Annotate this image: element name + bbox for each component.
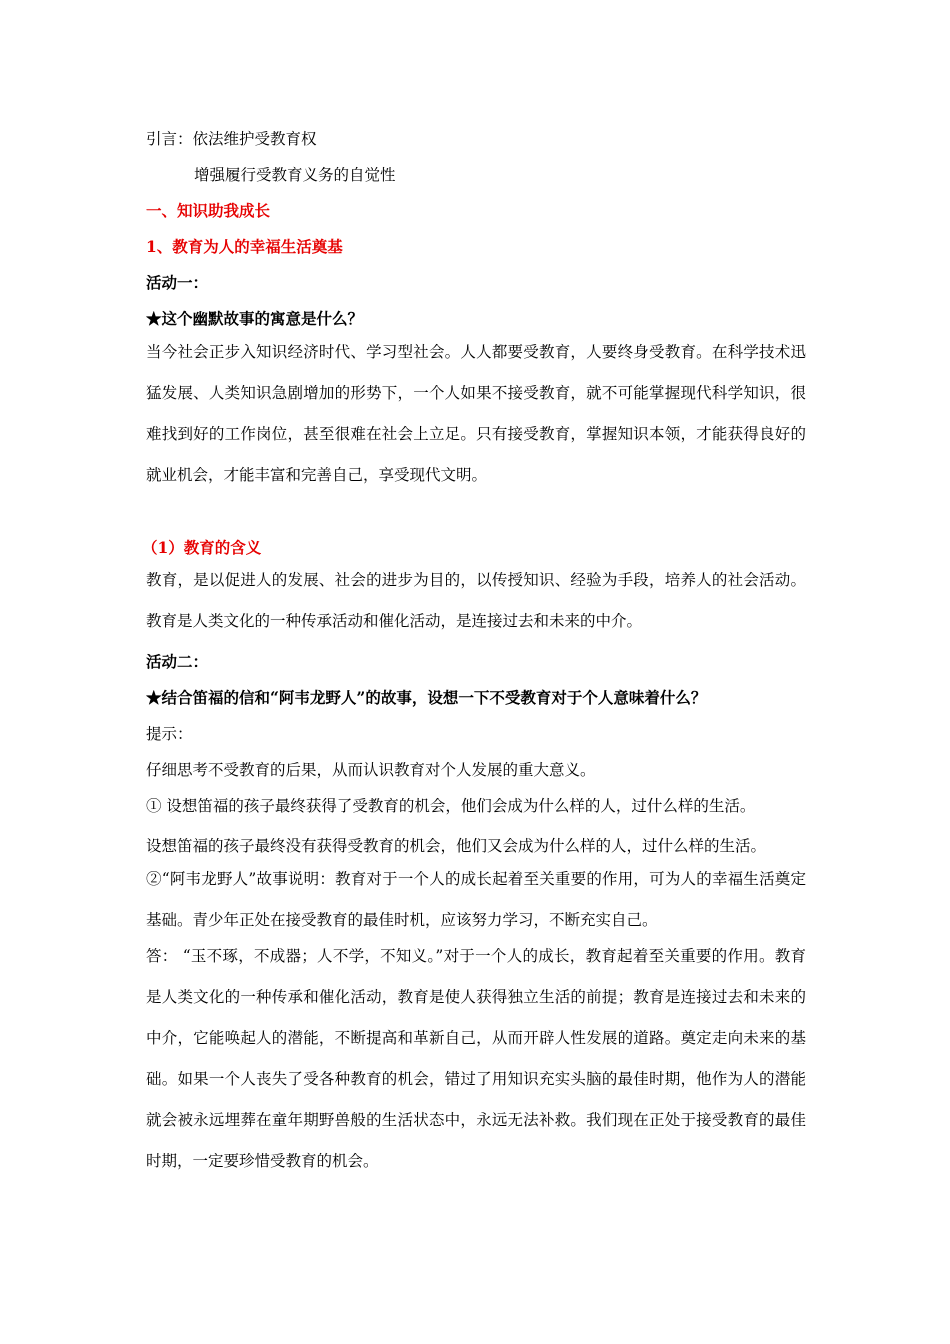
answer-paragraph: 答： “玉不琢，不成器；人不学，不知义。”对于一个人的成长，教育起着至关重要的作用。教育是人类文化的一种传承和催化活动，教育是使人获得独立生活的前提；教育是连接过去和未来的中介，它能唤起人的潜能，不断提高和革新自己，从而开辟人性发展的道路。奠定走向未来的基础。如果一个人丧失了受各种教育的机会，错过了用知识充实头脑的最佳时期，他作为人的潜能就会被永远埋葬在童年期野兽般的生活状态中，永远无法补救。我们现在正处于接受教育的最佳时期，一定要珍惜受教育的机会。 bbox=[146, 947, 806, 1170]
intro-line-2: 增强履行受教育义务的自觉性 bbox=[194, 166, 396, 184]
hint-line: 仔细思考不受教育的后果，从而认识教育对个人发展的重大意义。 bbox=[146, 761, 596, 779]
activity-2-label: 活动二： bbox=[146, 652, 209, 671]
hint-label: 提示： bbox=[146, 725, 193, 743]
section-subtitle: 1、教育为人的幸福生活奠基 bbox=[146, 237, 343, 256]
meaning-title: （1）教育的含义 bbox=[142, 538, 262, 557]
section-title: 一、知识助我成长 bbox=[146, 201, 271, 220]
activity-1-question: ★这个幽默故事的寓意是什么？ bbox=[146, 309, 364, 328]
activity-2-question: ★结合笛福的信和“阿韦龙野人”的故事，设想一下不受教育对于个人意味着什么？ bbox=[146, 688, 707, 707]
point-1a: ① 设想笛福的孩子最终获得了受教育的机会，他们会成为什么样的人，过什么样的生活。 bbox=[146, 797, 756, 815]
meaning-paragraph: 教育，是以促进人的发展、社会的进步为目的，以传授知识、经验为手段，培养人的社会活动。教育是人类文化的一种传承活动和催化活动，是连接过去和未来的中介。 bbox=[146, 571, 806, 630]
point-2: ②“阿韦龙野人”故事说明：教育对于一个人的成长起着至关重要的作用，可为人的幸福生活奠定基础。青少年正处在接受教育的最佳时机，应该努力学习，不断充实自己。 bbox=[146, 870, 806, 929]
activity-1-paragraph: 当今社会正步入知识经济时代、学习型社会。人人都要受教育，人要终身受教育。在科学技术迅猛发展、人类知识急剧增加的形势下，一个人如果不接受教育，就不可能掌握现代科学知识，很难找到好的工作岗位，甚至很难在社会上立足。只有接受教育，掌握知识本领，才能获得良好的就业机会，才能丰富和完善自己，享受现代文明。 bbox=[146, 343, 806, 484]
point-1b: 设想笛福的孩子最终没有获得受教育的机会，他们又会成为什么样的人，过什么样的生活。 bbox=[146, 837, 767, 855]
activity-1-label: 活动一： bbox=[146, 273, 209, 292]
intro-line-1: 引言：依法维护受教育权 bbox=[146, 130, 317, 148]
